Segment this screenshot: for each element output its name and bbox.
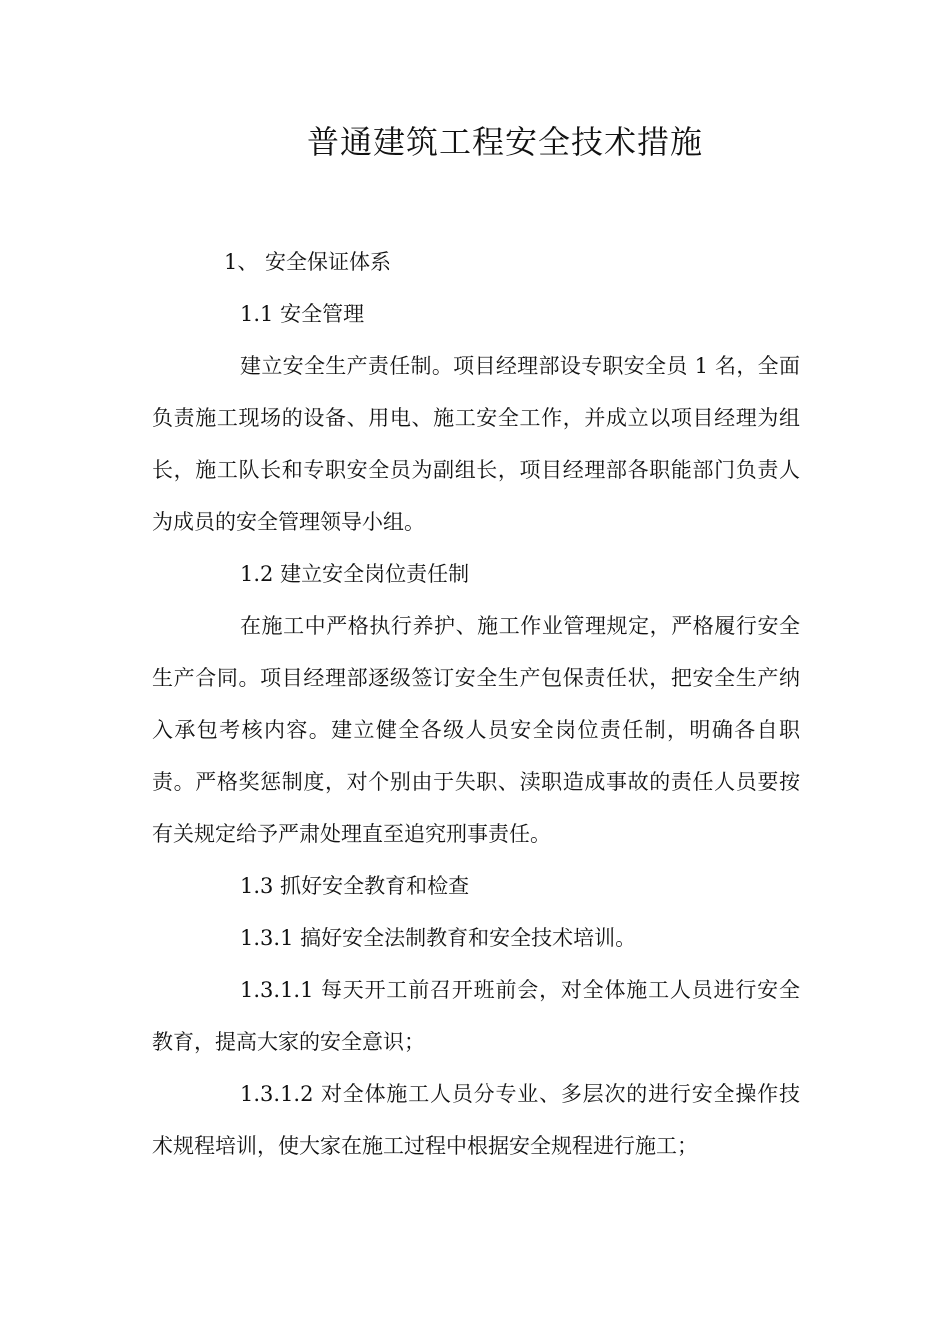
document-body	[152, 236, 800, 1172]
list-item: 1.3.1.2 对全体施工人员分专业、多层次的进行安全操作技术规程培训，使大家在施工过程中根据安全规程进行施工；	[152, 1082, 800, 1158]
subsection-heading: 1.2 建立安全岗位责任制	[240, 562, 470, 586]
subsection-heading: 1.1 安全管理	[240, 302, 365, 326]
subsection-heading: 1.3 抓好安全教育和检查	[240, 874, 470, 898]
list-item: 1.3.1.1 每天开工前召开班前会，对全体施工人员进行安全教育，提高大家的安全意识；	[152, 978, 800, 1054]
paragraph: 建立安全生产责任制。项目经理部设专职安全员 1 名，全面负责施工现场的设备、用电、施工安全工作，并成立以项目经理为组长，施工队长和专职安全员为副组长，项目经理部各职能部门负责人为成员的安全管理领导小组。	[152, 354, 800, 534]
subsubsection-heading: 1.3.1 搞好安全法制教育和安全技术培训。	[240, 926, 637, 950]
section-heading: 1、 安全保证体系	[224, 250, 392, 274]
document-title: 普通建筑工程安全技术措施	[306, 123, 703, 161]
paragraph: 在施工中严格执行养护、施工作业管理规定，严格履行安全生产合同。项目经理部逐级签订安全生产包保责任状，把安全生产纳入承包考核内容。建立健全各级人员安全岗位责任制，明确各自职责。严格奖惩制度，对个别由于失职、渎职造成事故的责任人员要按有关规定给予严肃处理直至追究刑事责任。	[152, 614, 800, 846]
